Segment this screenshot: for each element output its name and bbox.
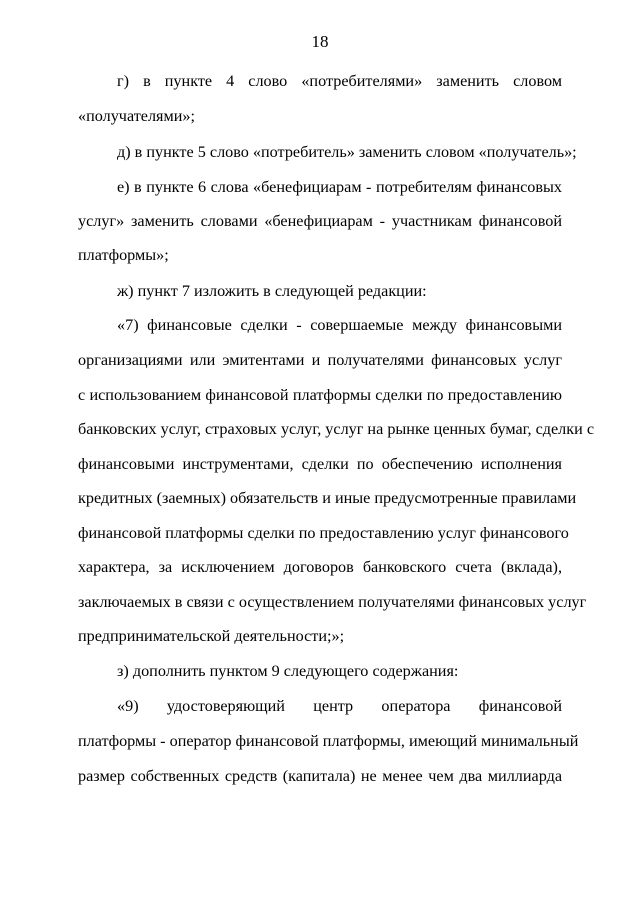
paragraph-line: платформы - оператор финансовой платформы, имеющий минимальный [78,732,579,750]
paragraph-line: банковских услуг, страховых услуг, услуг на рынке ценных бумаг, сделки с [78,420,595,438]
paragraph-line: г) в пункте 4 слово «потребителями» заменить словом [117,72,562,90]
paragraph-line: характера, за исключением договоров банковского счета (вклада), [78,558,562,576]
paragraph-line: д) в пункте 5 слово «потребитель» заменить словом «получатель»; [117,143,577,161]
paragraph-line: кредитных (заемных) обязательств и иные предусмотренные правилами [78,489,577,507]
paragraph-line: услуг» заменить словами «бенефициарам - участникам финансовой [78,212,562,230]
paragraph-line: ж) пункт 7 изложить в следующей редакции: [117,282,427,300]
paragraph-line: финансовой платформы сделки по предоставлению услуг финансового [78,524,569,542]
paragraph-line: «получателями»; [78,107,195,125]
paragraph-line: платформы»; [78,246,169,264]
paragraph-line: заключаемых в связи с осуществлением получателями финансовых услуг [78,593,587,611]
paragraph-line: организациями или эмитентами и получателями финансовых услуг [78,351,562,369]
paragraph-line: з) дополнить пунктом 9 следующего содержания: [117,662,459,680]
paragraph-line: предпринимательской деятельности;»; [78,627,345,645]
paragraph-line: «9) удостоверяющий центр оператора финансовой [117,697,562,715]
paragraph-line: е) в пункте 6 слова «бенефициарам - потребителям финансовых [117,178,562,196]
page-number: 18 [311,32,329,51]
paragraph-line: «7) финансовые сделки - совершаемые между финансовыми [117,316,562,334]
paragraph-line: с использованием финансовой платформы сделки по предоставлению [78,386,562,404]
paragraph-line: финансовыми инструментами, сделки по обеспечению исполнения [78,455,562,473]
paragraph-line: размер собственных средств (капитала) не менее чем два миллиарда [78,767,562,785]
